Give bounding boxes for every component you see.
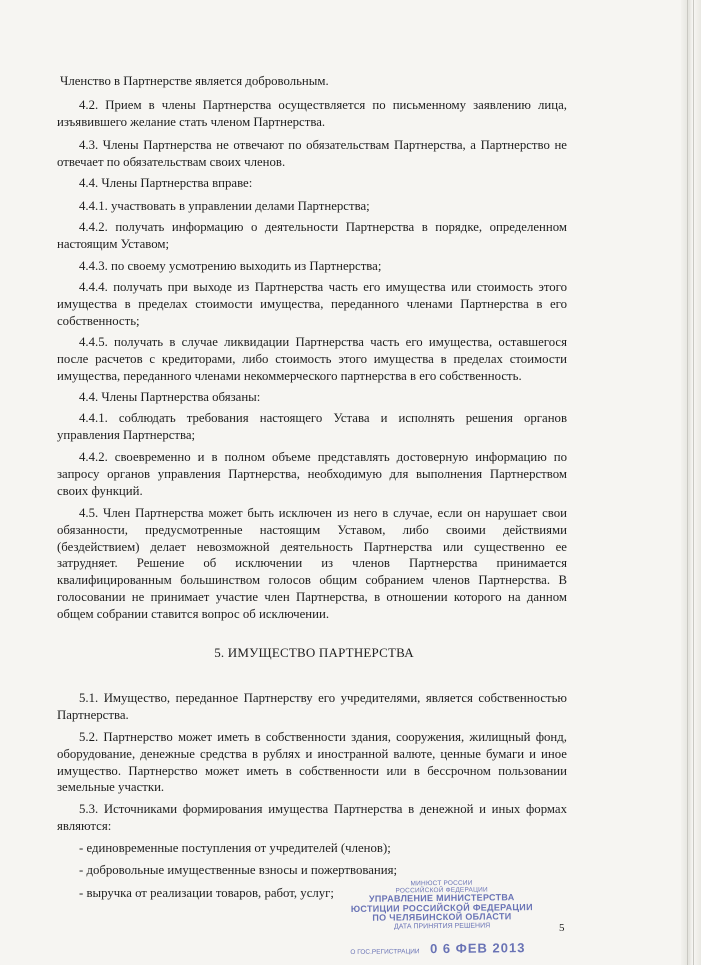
paragraph-4-4-2: 4.4.2. получать информацию о деятельности Партнерства в порядке, определенном настоящим Уставом;: [57, 220, 567, 251]
paragraph-membership-voluntary: Членство в Партнерстве является добровольным.: [60, 74, 329, 88]
stamp-line-7: О ГОС.РЕГИСТРАЦИИ: [350, 948, 420, 956]
paragraph-duty-4-4-1: 4.4.1. соблюдать требования настоящего Устава и исполнять решения органов управления Партнерства;: [57, 411, 567, 442]
list-item-donations: - добровольные имущественные взносы и пожертвования;: [79, 863, 398, 877]
paragraph-4-4-rights: 4.4. Члены Партнерства вправе:: [79, 176, 253, 190]
paragraph-4-4-3: 4.4.3. по своему усмотрению выходить из Партнерства;: [79, 259, 382, 273]
stamp-line-5: ПО ЧЕЛЯБИНСКОЙ ОБЛАСТИ: [372, 911, 512, 923]
paragraph-4-5: 4.5. Член Партнерства может быть исключен из него в случае, если он нарушает свои обязанности, предусмотренные настоящим Уставом, либо своими действиями (бездействием) делает невозможной деятельность Партнерства или существенно ее затрудняет. Решение об исключении из членов Партнерства принимается квалифицированным большинством голосов общим собранием членов Партнерства. В голосовании не принимает участие член Партнерства, в отношении которого на данном общем собрании ставится вопрос об исключении.: [57, 506, 567, 621]
stamp-line-3: УПРАВЛЕНИЕ МИНИСТЕРСТВА: [368, 892, 515, 904]
paragraph-duty-4-4-2: 4.4.2. своевременно и в полном объеме представлять достоверную информацию по запросу органов управления Партнерства, необходимую для выполнения Партнерством своих функций.: [57, 450, 567, 498]
paragraph-4-2: 4.2. Прием в члены Партнерства осуществляется по письменному заявлению лица, изъявившего желание стать членом Партнерства.: [57, 98, 567, 129]
paragraph-4-4-duties: 4.4. Члены Партнерства обязаны:: [79, 390, 261, 404]
paragraph-5-1: 5.1. Имущество, переданное Партнерству его учредителями, является собственностью Партнерства.: [57, 691, 567, 722]
paragraph-5-3: 5.3. Источниками формирования имущества Партнерства в денежной и иных формах являются:: [57, 802, 567, 833]
stamp-line-1: МИНЮСТ РОССИИ: [410, 879, 473, 888]
registration-stamp: [344, 879, 541, 963]
paragraph-4-3: 4.3. Члены Партнерства не отвечают по обязательствам Партнерства, а Партнерство не отвечает по обязательствам своих членов.: [57, 138, 567, 169]
section-heading: 5. ИМУЩЕСТВО ПАРТНЕРСТВА: [214, 645, 414, 660]
list-item-founder-receipts: - единовременные поступления от учредителей (членов);: [79, 841, 391, 855]
stamp-line-4: ЮСТИЦИИ РОССИЙСКОЙ ФЕДЕРАЦИИ: [350, 901, 533, 914]
list-item-sales-revenue: - выручка от реализации товаров, работ, услуг;: [79, 886, 334, 900]
stamp-date-row: [344, 939, 540, 959]
paragraph-5-2: 5.2. Партнерство может иметь в собственности здания, сооружения, жилищный фонд, оборудование, денежные средства в рублях и иностранной валюте, ценные бумаги и иное имущество. Партнерство может иметь в собственности или в бессрочном пользовании земельные участки.: [57, 730, 567, 795]
stamp-line-6: ДАТА ПРИНЯТИЯ РЕШЕНИЯ: [393, 921, 491, 931]
paragraph-4-4-5: 4.4.5. получать в случае ликвидации Партнерства часть его имущества, оставшегося после расчетов с кредиторами, либо стоимость этого имущества в пределах стоимости имущества, переданного членами некоммерческого партнерства в его собственность.: [57, 335, 567, 383]
paragraph-4-4-1: 4.4.1. участвовать в управлении делами Партнерства;: [79, 199, 370, 213]
stamp-date: 0 6 ФЕВ 2013: [429, 940, 526, 957]
stamp-line-2: РОССИЙСКОЙ ФЕДЕРАЦИИ: [395, 886, 488, 895]
paragraph-4-4-4: 4.4.4. получать при выходе из Партнерства часть его имущества или стоимость этого имущества в пределах стоимости имущества, переданного членами Партнерства в его собственность;: [57, 280, 567, 328]
page-number: 5: [559, 922, 565, 934]
